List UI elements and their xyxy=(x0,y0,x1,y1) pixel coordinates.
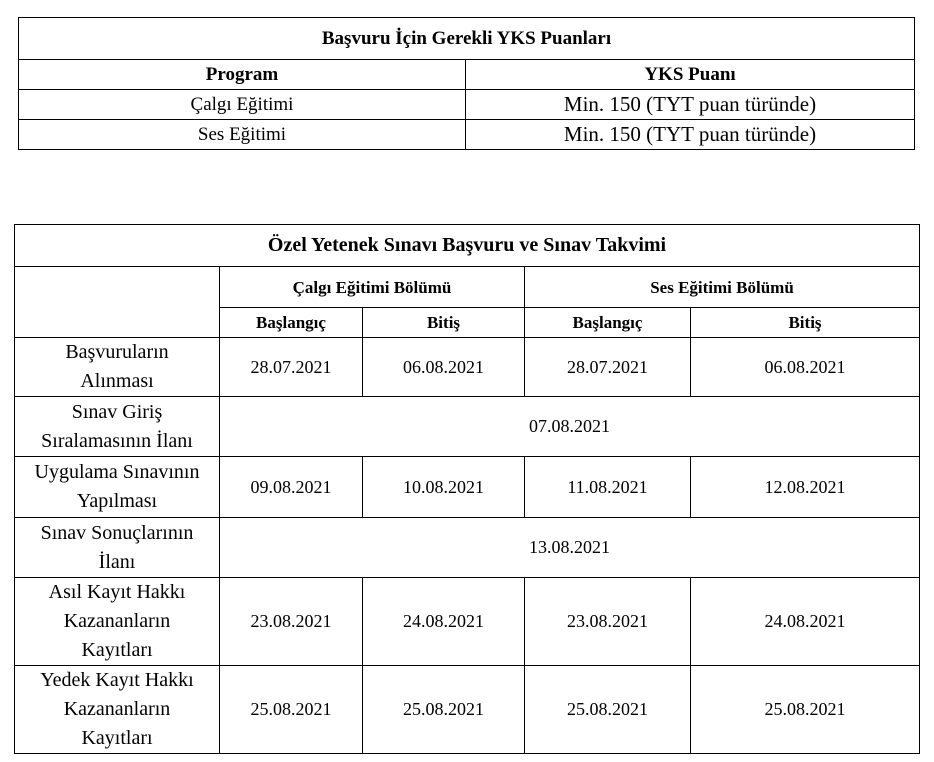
date-cell: 12.08.2021 xyxy=(691,457,920,518)
table-row xyxy=(15,457,920,518)
program-cell: Ses Eğitimi xyxy=(19,120,466,150)
date-cell: 24.08.2021 xyxy=(363,578,525,666)
row-label-line: Sıralamasının İlanı xyxy=(41,429,193,452)
row-label-line: Uygulama Sınavının xyxy=(34,461,200,483)
score-table-title: Başvuru İçin Gerekli YKS Puanları xyxy=(19,18,915,60)
row-label xyxy=(15,457,220,518)
score-cell: Min. 150 (TYT puan türünde) xyxy=(466,120,915,150)
row-label xyxy=(15,397,220,457)
date-cell: 11.08.2021 xyxy=(525,457,691,518)
row-label-line: Sınav Giriş xyxy=(71,400,163,423)
table-row xyxy=(15,578,920,666)
program-cell: Çalgı Eğitimi xyxy=(19,90,466,120)
date-cell: 25.08.2021 xyxy=(220,666,363,754)
table-row xyxy=(19,60,915,90)
row-label xyxy=(15,666,220,754)
row-label-line: Kazananların xyxy=(63,698,171,720)
row-label-line: Yapılması xyxy=(76,490,158,512)
date-cell: 23.08.2021 xyxy=(220,578,363,666)
score-cell: Min. 150 (TYT puan türünde) xyxy=(466,90,915,120)
subheader-start: Başlangıç xyxy=(220,308,363,338)
row-label xyxy=(15,578,220,666)
column-header-program: Program xyxy=(19,60,466,90)
calendar-table-title: Özel Yetenek Sınavı Başvuru ve Sınav Takvimi xyxy=(15,225,920,267)
date-cell: 25.08.2021 xyxy=(363,666,525,754)
row-label-line: Yedek Kayıt Hakkı xyxy=(40,669,194,691)
column-header-yks-score: YKS Puanı xyxy=(466,60,915,90)
table-row xyxy=(15,225,920,267)
row-label-line: Başvuruların xyxy=(65,341,169,363)
subheader-end: Bitiş xyxy=(691,308,920,338)
date-cell: 28.07.2021 xyxy=(220,338,363,397)
table-row xyxy=(15,518,920,578)
row-label-line: Alınması xyxy=(80,370,154,392)
date-cell: 25.08.2021 xyxy=(525,666,691,754)
department-header-voice: Ses Eğitimi Bölümü xyxy=(525,267,920,308)
row-label-line: Kayıtları xyxy=(81,727,153,749)
date-cell: 24.08.2021 xyxy=(691,578,920,666)
department-header-instrument: Çalgı Eğitimi Bölümü xyxy=(220,267,525,308)
subheader-start: Başlangıç xyxy=(525,308,691,338)
table-row xyxy=(15,397,920,457)
date-cell: 09.08.2021 xyxy=(220,457,363,518)
date-cell: 10.08.2021 xyxy=(363,457,525,518)
date-cell: 25.08.2021 xyxy=(691,666,920,754)
row-label xyxy=(15,338,220,397)
subheader-end: Bitiş xyxy=(363,308,525,338)
date-cell-merged: 07.08.2021 xyxy=(220,397,920,457)
table-row xyxy=(15,666,920,754)
date-cell: 06.08.2021 xyxy=(691,338,920,397)
table-row xyxy=(15,338,920,397)
row-label-line: Sınav Sonuçlarının xyxy=(40,521,194,544)
date-cell-merged: 13.08.2021 xyxy=(220,518,920,578)
row-label-line: Kayıtları xyxy=(81,639,153,661)
row-label-line: Asıl Kayıt Hakkı xyxy=(48,581,186,603)
row-label-line: İlanı xyxy=(98,550,136,573)
table-row xyxy=(19,120,915,150)
row-label-line: Kazananların xyxy=(63,610,171,632)
row-label xyxy=(15,518,220,578)
date-cell: 23.08.2021 xyxy=(525,578,691,666)
table-row xyxy=(19,18,915,60)
date-cell: 28.07.2021 xyxy=(525,338,691,397)
empty-corner-cell xyxy=(15,267,220,338)
table-row xyxy=(15,267,920,308)
yks-score-table xyxy=(18,17,915,150)
exam-calendar-table xyxy=(14,224,920,754)
date-cell: 06.08.2021 xyxy=(363,338,525,397)
table-row xyxy=(19,90,915,120)
